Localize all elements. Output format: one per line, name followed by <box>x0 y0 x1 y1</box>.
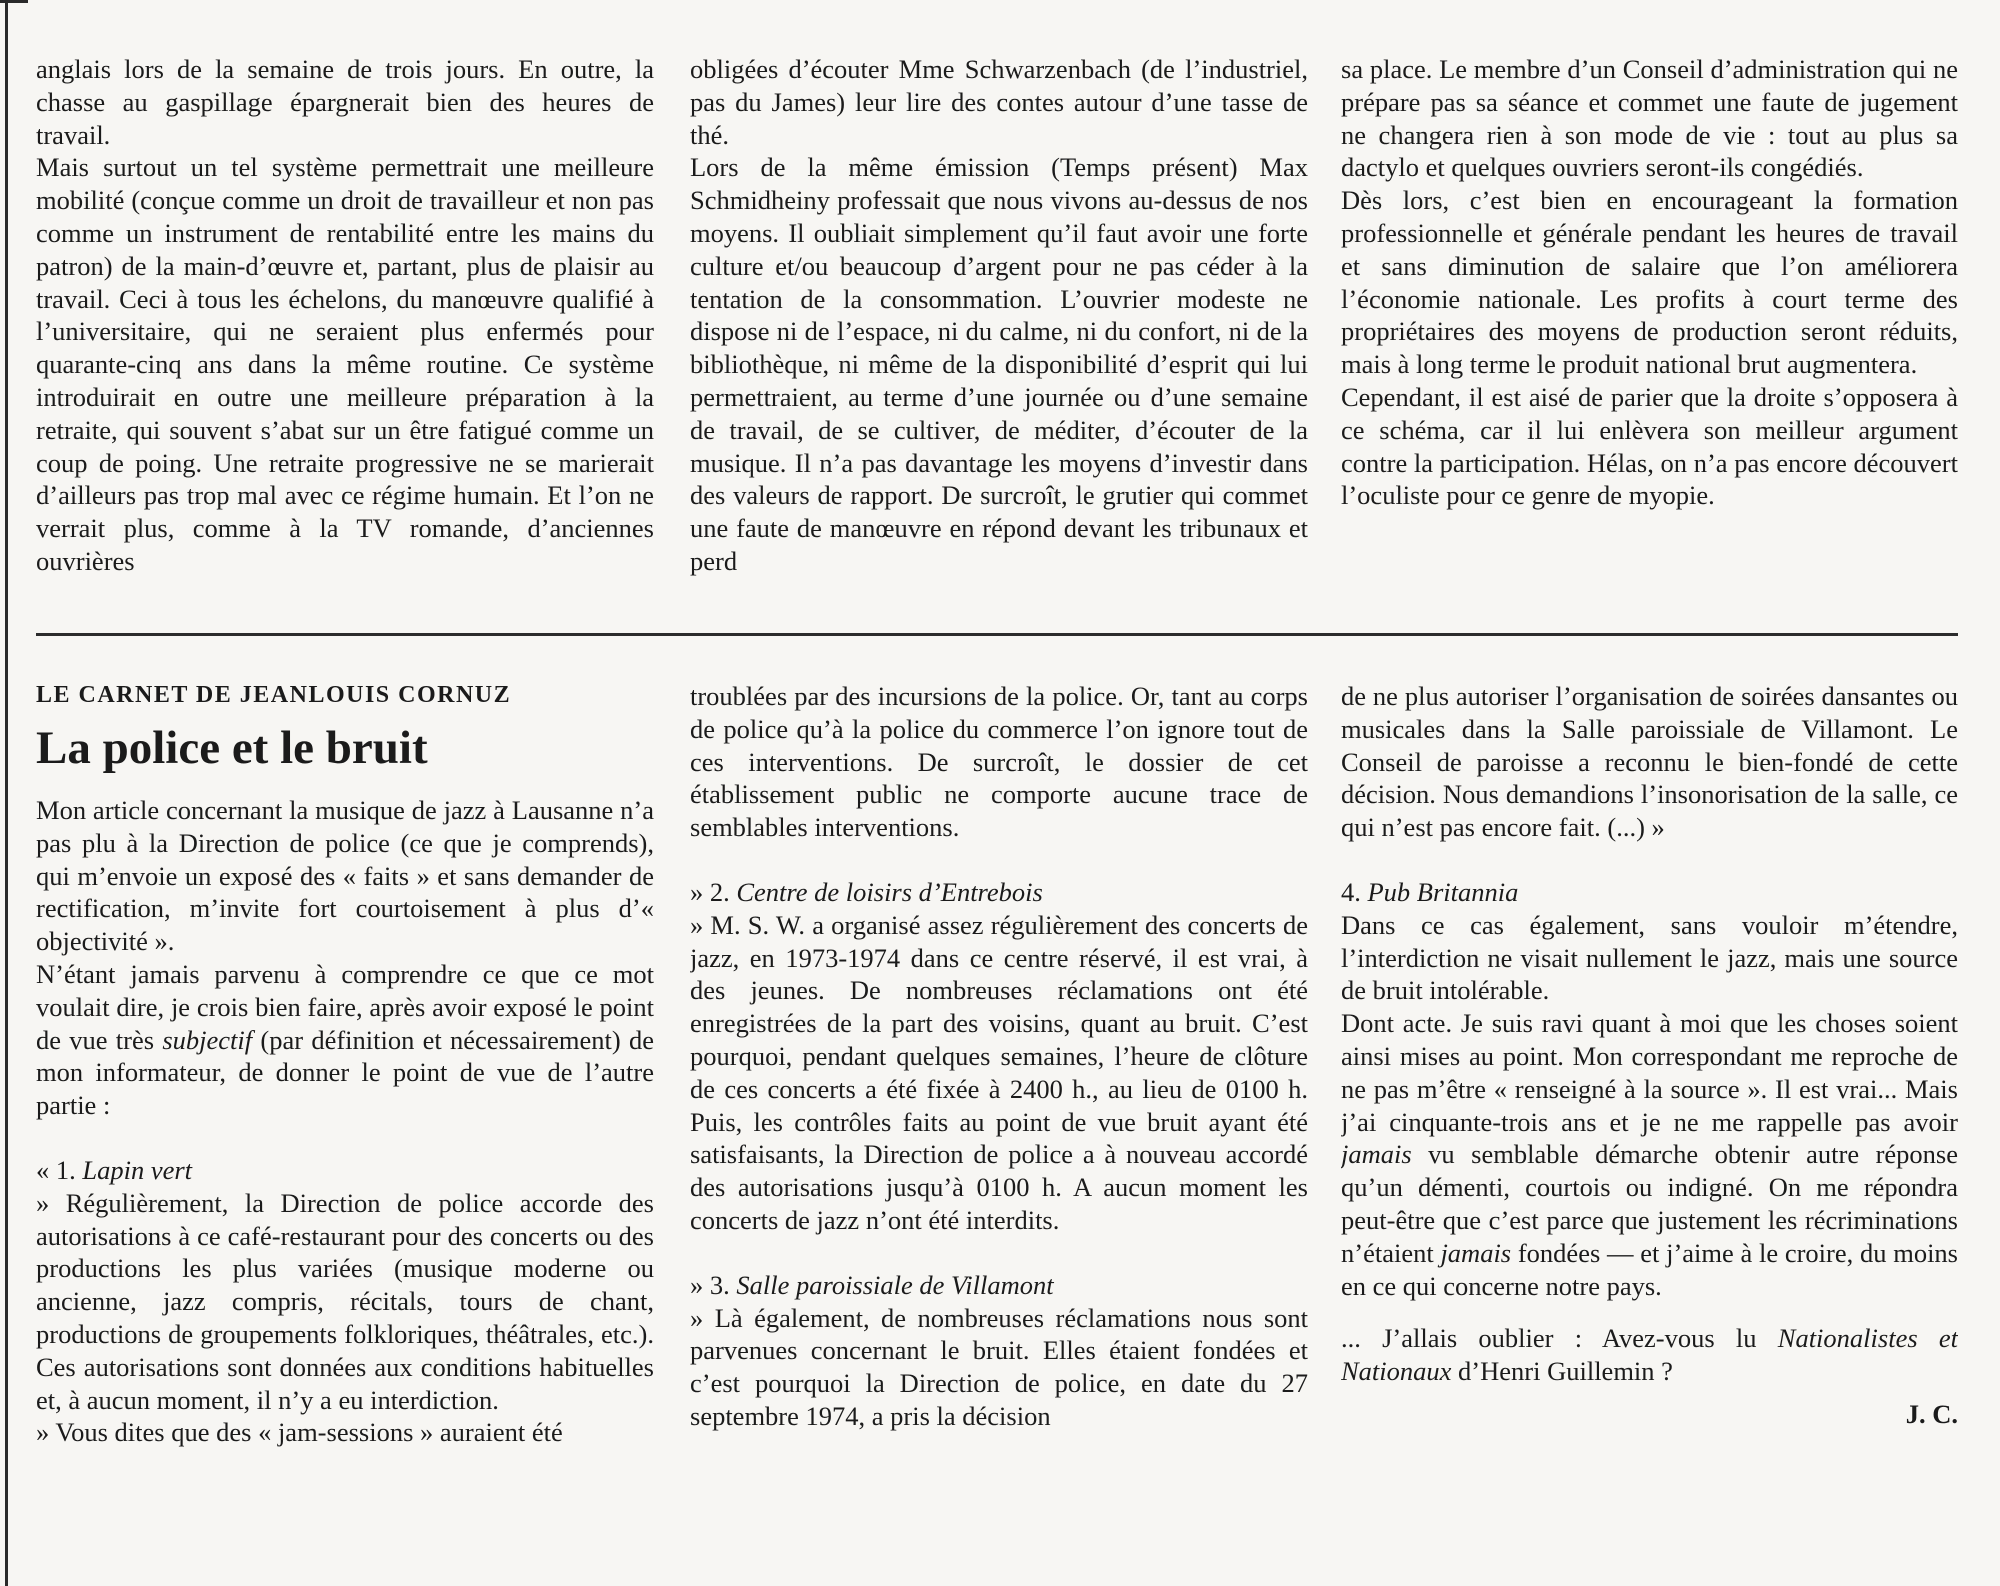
top-column-3 <box>1341 53 1958 623</box>
paragraph: Lors de la même émission (Temps présent) Max Schmidheiny professait que nous vivons au-dessus de nos moyens. Il oubliait simplement qu’il faut avoir une forte culture et/ou beaucoup d’argent pour ne pas céder à la tentation de la consommation. L’ouvrier modeste ne dispose ni de l’espace, ni du calme, ni du confort, ni de la bibliothèque, ni même de la disponibilité d’esprit qui lui permettraient, au terme d’une journée ou d’une semaine de travail, de se cultiver, de méditer, d’écouter de la musique. Il n’a pas davantage les moyens d’investir dans des valeurs de rapport. De surcroît, le grutier qui commet une faute de manœuvre en répond devant les tribunaux et perd <box>690 152 1308 576</box>
paragraph: » Régulièrement, la Direction de police accorde des autorisations à ce café-restaurant pour des concerts ou des productions les plus variées (musique moderne ou ancienne, jazz compris, récitals, tours de chant, productions de groupements folkloriques, théâtrales, etc.). Ces autorisations sont données aux conditions habituelles et, à aucun moment, il n’y a eu interdiction. <box>36 1187 654 1415</box>
paragraph: Dès lors, c’est bien en encourageant la formation professionnelle et générale pendant les heures de travail et sans diminution de salaire que l’on améliorera l’économie nationale. Les profits à court terme des propriétaires des moyens de production seront réduits, mais à long terme le produit national brut augmentera. <box>1341 185 1958 380</box>
paragraph: Mon article concernant la musique de jazz à Lausanne n’a pas plu à la Direction de police (ce que je comprends), qui m’envoie un exposé des « faits » et sans demander de rectification, m’invite fort courtoisement à plus d’« objectivité ». <box>36 795 654 957</box>
paragraph: troublées par des incursions de la police. Or, tant au corps de police qu’à la police du commerce l’on ignore tout de ces interventions. De surcroît, le dossier de cet établissement public ne comporte aucune trace de semblables interventions. <box>690 681 1308 843</box>
paragraph: sa place. Le membre d’un Conseil d’administration qui ne prépare pas sa séance et commet une faute de jugement ne changera rien à son mode de vie : tout au plus sa dactylo et quelques ouvriers seront-ils congédiés. <box>1341 54 1958 183</box>
section-title: Lapin vert <box>82 1154 193 1185</box>
section-heading <box>1341 876 1958 909</box>
top-column-2 <box>690 53 1308 623</box>
paragraph: Mais surtout un tel système permettrait une meilleure mobilité (conçue comme un droit de travailleur et non pas comme un instrument de rentabilité entre les mains du patron) de la main-d’œuvre et, partant, plus de plaisir au travail. Ceci à tous les échelons, du manœuvre qualifié à l’universitaire, qui ne seraient plus enfermés pour quarante-cinq ans dans la même routine. Ce système introduirait en outre une meilleure préparation à la retraite, qui souvent s’abat sur un être fatigué comme un coup de poing. Une retraite progressive ne se marierait d’ailleurs pas trop mal avec ce régime humain. Et l’on ne verrait plus, comme à la TV romande, d’anciennes ouvrières <box>36 152 654 576</box>
paragraph: » M. S. W. a organisé assez régulièrement des concerts de jazz, en 1973-1974 dans ce centre réservé, il est vrai, à des jeunes. De nombreuses réclamations ont été enregistrées de la part des voisins, quant au bruit. C’est pourquoi, pendant quelques semaines, l’heure de clôture de ces concerts a été fixée à 2400 h., au lieu de 0100 h. Puis, les contrôles faits au point de vue bruit ayant été satisfaisants, la Direction de police a à nouveau accordé des autorisations jusqu’à 0100 h. A aucun moment les concerts de jazz n’ont été interdits. <box>690 909 1308 1235</box>
text-run: « 1. <box>36 1154 83 1185</box>
article-kicker: LE CARNET DE JEANLOUIS CORNUZ <box>36 682 512 708</box>
emphasis: jamais <box>1341 1139 1412 1170</box>
paragraph: » Vous dites que des « jam-sessions » auraient été <box>36 1417 563 1448</box>
emphasis: subjectif <box>162 1024 253 1055</box>
article-column-1 <box>36 680 654 1560</box>
text-run: 4. <box>1341 876 1368 907</box>
top-corner-rule <box>0 0 28 3</box>
section-divider <box>36 633 1958 636</box>
section-heading <box>36 1154 654 1187</box>
paragraph <box>1341 1322 1958 1388</box>
article-column-2 <box>690 680 1308 1560</box>
section-heading <box>690 1269 1308 1302</box>
section-title: Salle paroissiale de Villamont <box>736 1269 1054 1300</box>
article-column-3 <box>1341 680 1958 1560</box>
paragraph: » Là également, de nombreuses réclamations nous sont parvenues concernant le bruit. Elles étaient fondées et c’est pourquoi la Direction de police, en date du 27 septembre 1974, a pris la décision <box>690 1302 1308 1431</box>
book-title: Nationalistes et Nationaux <box>1341 1323 1958 1387</box>
emphasis: jamais <box>1440 1237 1512 1268</box>
text-run: N’étant jamais parvenu à comprendre ce que ce mot voulait dire, je crois bien faire, après avoir exposé le point de vue très <box>36 958 654 1055</box>
article-headline: La police et le bruit <box>36 722 428 774</box>
paragraph: Dans ce cas également, sans vouloir m’étendre, l’interdiction ne visait nullement le jazz, mais une source de bruit intolérable. <box>1341 909 1958 1006</box>
text-run: Dont acte. Je suis ravi quant à moi que les choses soient ainsi mises au point. Mon correspondant me reproche de ne pas m’être « renseigné à la source ». Il est vrai... Mais j’ai cinquante-trois ans et je ne me rappelle pas avoir <box>1341 1008 1958 1137</box>
section-title: Pub Britannia <box>1367 876 1519 907</box>
text-run: (par définition et nécessairement) de mon informateur, de donner le point de vue de l’autre partie : <box>36 1024 654 1121</box>
paragraph: de ne plus autoriser l’organisation de soirées dansantes ou musicales dans la Salle paroissiale de Villamont. Le Conseil de paroisse a reconnu le bien-fondé de cette décision. Nous demandions l’insonorisation de la salle, ce qui n’est pas encore fait. (...) » <box>1341 681 1958 843</box>
paragraph: anglais lors de la semaine de trois jours. En outre, la chasse au gaspillage épargnerait bien des heures de travail. <box>36 54 654 150</box>
section-title: Centre de loisirs d’Entrebois <box>736 876 1043 907</box>
paragraph <box>36 958 654 1122</box>
text-run: ... J’allais oublier : Avez-vous lu <box>1341 1323 1778 1354</box>
paragraph: Cependant, il est aisé de parier que la droite s’opposera à ce schéma, car il lui enlèvera son meilleur argument contre la participation. Hélas, on n’a pas encore découvert l’oculiste pour ce genre de myopie. <box>1341 381 1958 511</box>
paragraph <box>1341 1007 1958 1302</box>
section-heading <box>690 876 1308 909</box>
left-margin-rule <box>5 0 8 1586</box>
text-run: vu semblable démarche obtenir autre réponse qu’un démenti, courtois ou indigné. On me répondra peut-être que c’est parce que justement les récriminations n’étaient <box>1341 1139 1958 1268</box>
text-run: » 2. <box>690 876 737 907</box>
text-run: d’Henri Guillemin ? <box>1451 1356 1673 1387</box>
text-run: fondées — et j’aime à le croire, du moins en ce qui concerne notre pays. <box>1341 1237 1958 1301</box>
paragraph: obligées d’écouter Mme Schwarzenbach (de l’industriel, pas du James) leur lire des contes autour d’une tasse de thé. <box>690 54 1308 150</box>
top-column-1 <box>36 53 654 623</box>
text-run: » 3. <box>690 1269 737 1300</box>
author-signature: J. C. <box>1905 1398 1958 1429</box>
